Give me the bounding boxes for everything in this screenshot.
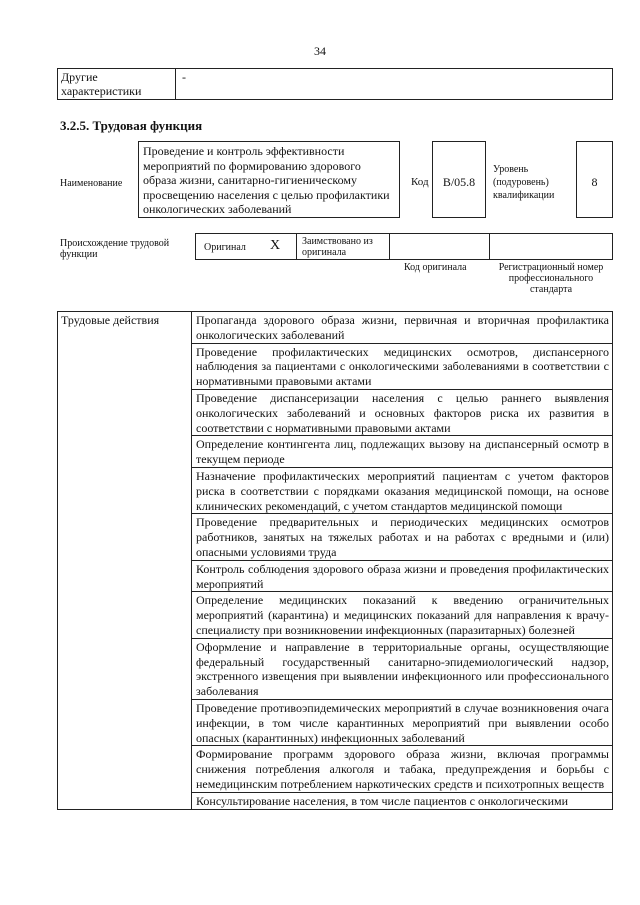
labor-action-item: Определение контингента лиц, подлежащих вызову на диспансерный осмотр в текущем периоде [192,436,613,468]
labor-action-item: Назначение профилактических мероприятий пациентам с учетом факторов риска в соответствии с порядками оказания медицинской помощи, на основе клинических рекомендаций, с учетом стандартов медицинской помощи [192,467,613,513]
origin-box [195,233,613,260]
code-label: Код [411,176,429,188]
labor-action-item: Консультирование населения, в том числе пациентов с онкологическими [192,792,613,809]
other-characteristics-row [57,68,613,100]
labor-actions-table [57,311,613,810]
level-value: 8 [591,175,598,189]
name-label: Наименование [60,178,123,189]
page-number: 34 [314,44,326,58]
original-mark: X [270,238,281,253]
origin-divider-3 [489,234,490,259]
function-name-box [138,141,400,218]
original-label: Оригинал [204,242,246,253]
labor-action-item: Проведение профилактических медицинских осмотров, диспансерного наблюдения за пациентами с онкологическими заболеваниями в соответствии с нормативными правовыми актами [192,343,613,389]
borrowed-label: Заимствовано из оригинала [302,236,373,258]
labor-action-item: Проведение противоэпидемических мероприятий в случае возникновения очага инфекции, в том числе карантинных мероприятий при выявлении особо опасных (карантинных) инфекционных заболеваний [192,699,613,745]
code-value: B/05.8 [442,175,476,189]
labor-action-item: Пропаганда здорового образа жизни, первичная и вторичная профилактика онкологических заболеваний [192,312,613,344]
section-title: 3.2.5. Трудовая функция [60,118,203,133]
table-row [58,312,613,344]
level-box [576,141,613,218]
origin-label: Происхождение трудовой функции [60,238,170,260]
origin-divider-2 [389,234,390,259]
labor-action-item: Проведение диспансеризации населения с целью раннего выявления онкологических заболеваний и основных факторов риска их развития в соответствии с нормативными правовыми актами [192,389,613,435]
origin-divider-1 [296,234,297,259]
level-label: Уровень (подуровень) квалификации [493,164,555,201]
reg-number-label: Регистрационный номер профессионального стандарта [498,262,604,295]
labor-action-item: Контроль соблюдения здорового образа жизни и проведения профилактических мероприятий [192,560,613,592]
other-characteristics-divider [175,69,176,99]
code-box [432,141,486,218]
labor-action-item: Определение медицинских показаний к введению ограничительных мероприятий (карантина) и медицинских показаний для направления к врачу-специалисту при возникновении инфекционных (паразитарных) болезней [192,592,613,638]
labor-action-item: Проведение предварительных и периодических медицинских осмотров работников, занятых на тяжелых работах и на работах с вредными и (или) опасными условиями труда [192,514,613,560]
labor-actions-label: Трудовые действия [58,312,192,810]
other-characteristics-value: - [182,70,186,84]
function-name-value: Проведение и контроль эффективности мероприятий по формированию здорового образа жизни, санитарно-гигиеническому просвещению населения с целью профилактики онкологических заболеваний [143,144,390,216]
other-characteristics-label: Другие характеристики [61,70,142,98]
labor-action-item: Формирование программ здорового образа жизни, включая программы снижения потребления алкоголя и табака, предупреждения и борьбы с немедицинским потреблением наркотических средств и психотропных веществ [192,746,613,792]
code-original-label: Код оригинала [404,262,467,273]
labor-action-item: Оформление и направление в территориальные органы, осуществляющие федеральный государственный санитарно-эпидемиологический надзор, экстренного извещения при выявлении инфекционного или профессионального заболевания [192,638,613,699]
